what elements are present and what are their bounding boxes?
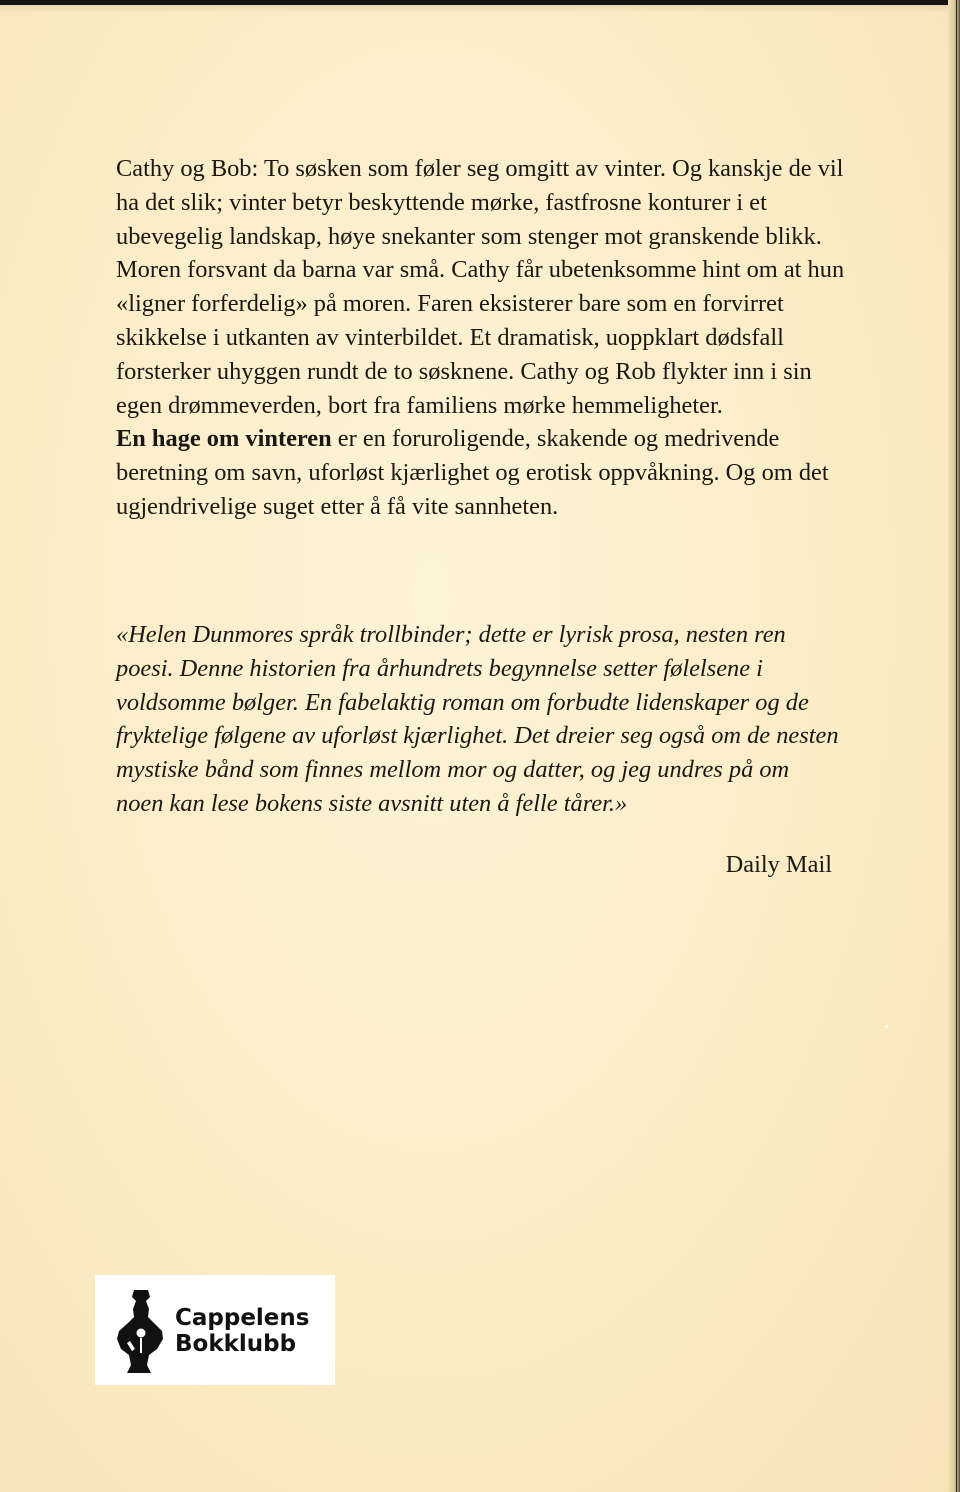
publisher-name-line-2: Bokklubb [175,1331,297,1357]
review-source: Daily Mail [725,851,832,878]
book-title-inline: En hage om vinteren [116,425,332,453]
blurb-paragraph-2 [116,422,846,523]
review-quote: «Helen Dunmores språk trollbinder; dette er lyrisk prosa, nesten ren poesi. Denne historien fra århundrets begynnelse setter følelsene i voldsomme bølger. En fabelaktig roman om forbudte lidenskaper og de fryktelige følgene av uforløst kjærlighet. Det dreier seg også om de nesten mystiske bånd som finnes mellom mor og datter, og jeg undres på om noen kan lese bokens siste avsnitt uten å felle tårer.» [116,621,839,817]
publisher-name [175,1305,309,1357]
publisher-name-line-1: Cappelens [175,1305,310,1331]
publisher-logo [95,1275,335,1385]
fountain-pen-nib-icon [115,1287,167,1377]
cover-top-shadow [0,5,960,13]
blurb-paragraph-1: Cathy og Bob: To søsken som føler seg omgitt av vinter. Og kanskje de vil ha det slik; vinter betyr beskyttende mørke, fastfrosne konturer i et ubevegelig landskap, høye snekanter som stenger mot granskende blikk. Moren forsvant da barna var små. Cathy får ubetenksomme hint om at hun «ligner forferdelig» på moren. Faren eksisterer bare som en forvirret skikkelse i utkanten av vinterbildet. Et dramatisk, uoppklart dødsfall forsterker uhyggen rundt de to søsknene. Cathy og Rob flykter inn i sin egen drømmeverden, bort fra familiens mørke hemmeligheter. [116,155,845,419]
blurb-text [116,152,846,524]
cover-spine-edge [948,0,960,1492]
blurb-paragraph-2-text: er en foruroligende, skakende og medrivende beretning om savn, uforløst kjærlighet og erotisk oppvåkning. Og om det ugjendrivelige suget etter å få vite sannheten. [116,425,829,520]
print-speck [885,1025,888,1028]
